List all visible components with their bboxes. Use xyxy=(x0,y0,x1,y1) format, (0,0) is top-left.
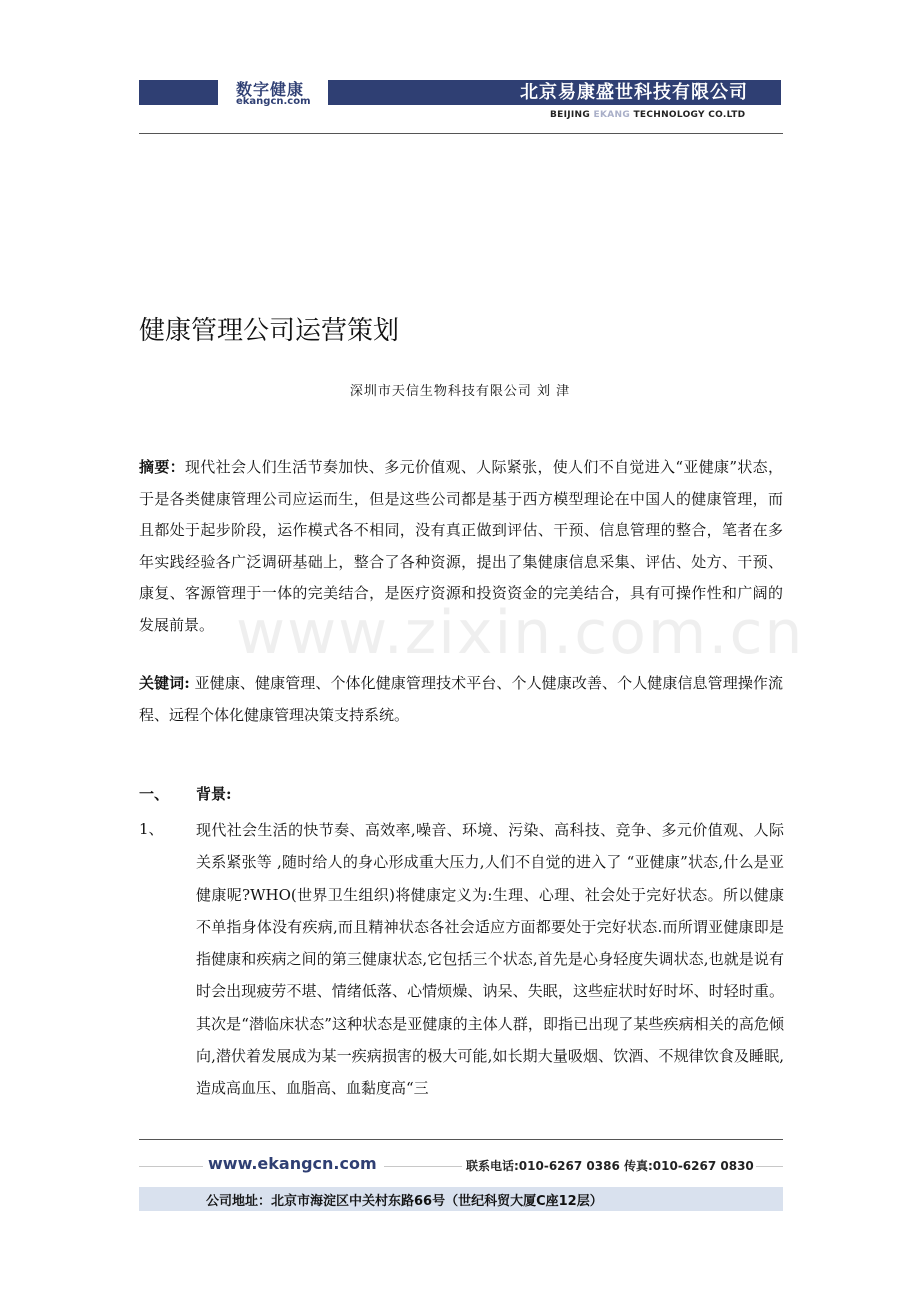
footer-website: www.ekangcn.com xyxy=(208,1154,377,1173)
footer-contact: 联系电话:010-6267 0386 传真:010-6267 0830 xyxy=(466,1159,754,1173)
abstract-text: 现代社会人们生活节奏加快、多元价值观、人际紧张，使人们不自觉进入“亚健康”状态，于是各类健康管理公司应运而生，但是这些公司都是基于西方模型理论在中国人的健康管理，而且都处于起步阶段，运作模式各不相同，没有真正做到评估、干预、信息管理的整合，笔者在多年实践经验各广泛调研基础上，整合了各种资源，提出了集健康信息采集、评估、处方、干预、康复、客源管理于一体的完美结合，是医疗资源和投资资金的完美结合，具有可操作性和广阔的发展前景。 xyxy=(139,458,783,634)
abstract-label: 摘要： xyxy=(139,458,185,476)
abstract-paragraph xyxy=(139,452,783,641)
keywords-text: 亚健康、健康管理、个体化健康管理技术平台、个人健康改善、个人健康信息管理操作流程、远程个体化健康管理决策支持系统。 xyxy=(139,674,783,724)
list-item-text: 现代社会生活的快节奏、高效率,噪音、环境、污染、高科技、竞争、多元价值观、人际关系紧张等 ,随时给人的身心形成重大压力,人们不自觉的进入了 “亚健康”状态,什么是亚健康呢?WHO(世界卫生组织)将健康定义为:生理、心理、社会处于完好状态。所以健康不单指身体没有疾病,而且精神状态各社会适应方面都要处于完好状态.而所谓亚健康即是指健康和疾病之间的第三健康状态,它包括三个状态,首先是心身轻度失调状态,也就是说有时会出现疲劳不堪、情绪低落、心情烦燥、讷呆、失眠，这些症状时好时坏、时轻时重。其次是“潜临床状态”这种状态是亚健康的主体人群，即指已出现了某些疾病相关的高危倾向,潜伏着发展成为某一疾病损害的极大可能,如长期大量吸烟、饮酒、不规律饮食及睡眠,造成高血压、血脂高、血黏度高“三 xyxy=(196,821,784,1098)
company-en-highlight: EKANG xyxy=(593,110,631,120)
keywords-paragraph xyxy=(139,668,783,731)
company-name-en xyxy=(550,110,745,120)
list-item-number: 1、 xyxy=(139,820,164,838)
keywords-label: 关键词: xyxy=(139,674,190,692)
footer-address: 公司地址：北京市海淀区中关村东路66号（世纪科贸大厦C座12层） xyxy=(206,1194,603,1209)
header-band-left xyxy=(139,80,218,105)
watermark: www.zixin.com.cn xyxy=(236,598,805,668)
company-en-prefix: BEIJING xyxy=(550,110,594,120)
document-title: 健康管理公司运营策划 xyxy=(139,316,400,346)
digital-health-logo xyxy=(230,77,320,107)
company-en-suffix: TECHNOLOGY CO.LTD xyxy=(630,110,746,120)
section-heading: 背景: xyxy=(196,785,232,803)
footer-deco-line xyxy=(756,1166,783,1167)
footer-deco-line xyxy=(384,1166,462,1167)
company-name-cn: 北京易康盛世科技有限公司 xyxy=(520,82,748,103)
footer-deco-line xyxy=(139,1166,203,1167)
header-divider xyxy=(139,133,783,134)
section-number: 一、 xyxy=(139,785,170,803)
logo-en-text: ekangcn.com xyxy=(236,96,311,107)
logo-cn-text: 数字健康 xyxy=(236,80,305,99)
author-line: 深圳市天信生物科技有限公司 刘 津 xyxy=(349,384,571,399)
footer-divider xyxy=(139,1139,783,1140)
